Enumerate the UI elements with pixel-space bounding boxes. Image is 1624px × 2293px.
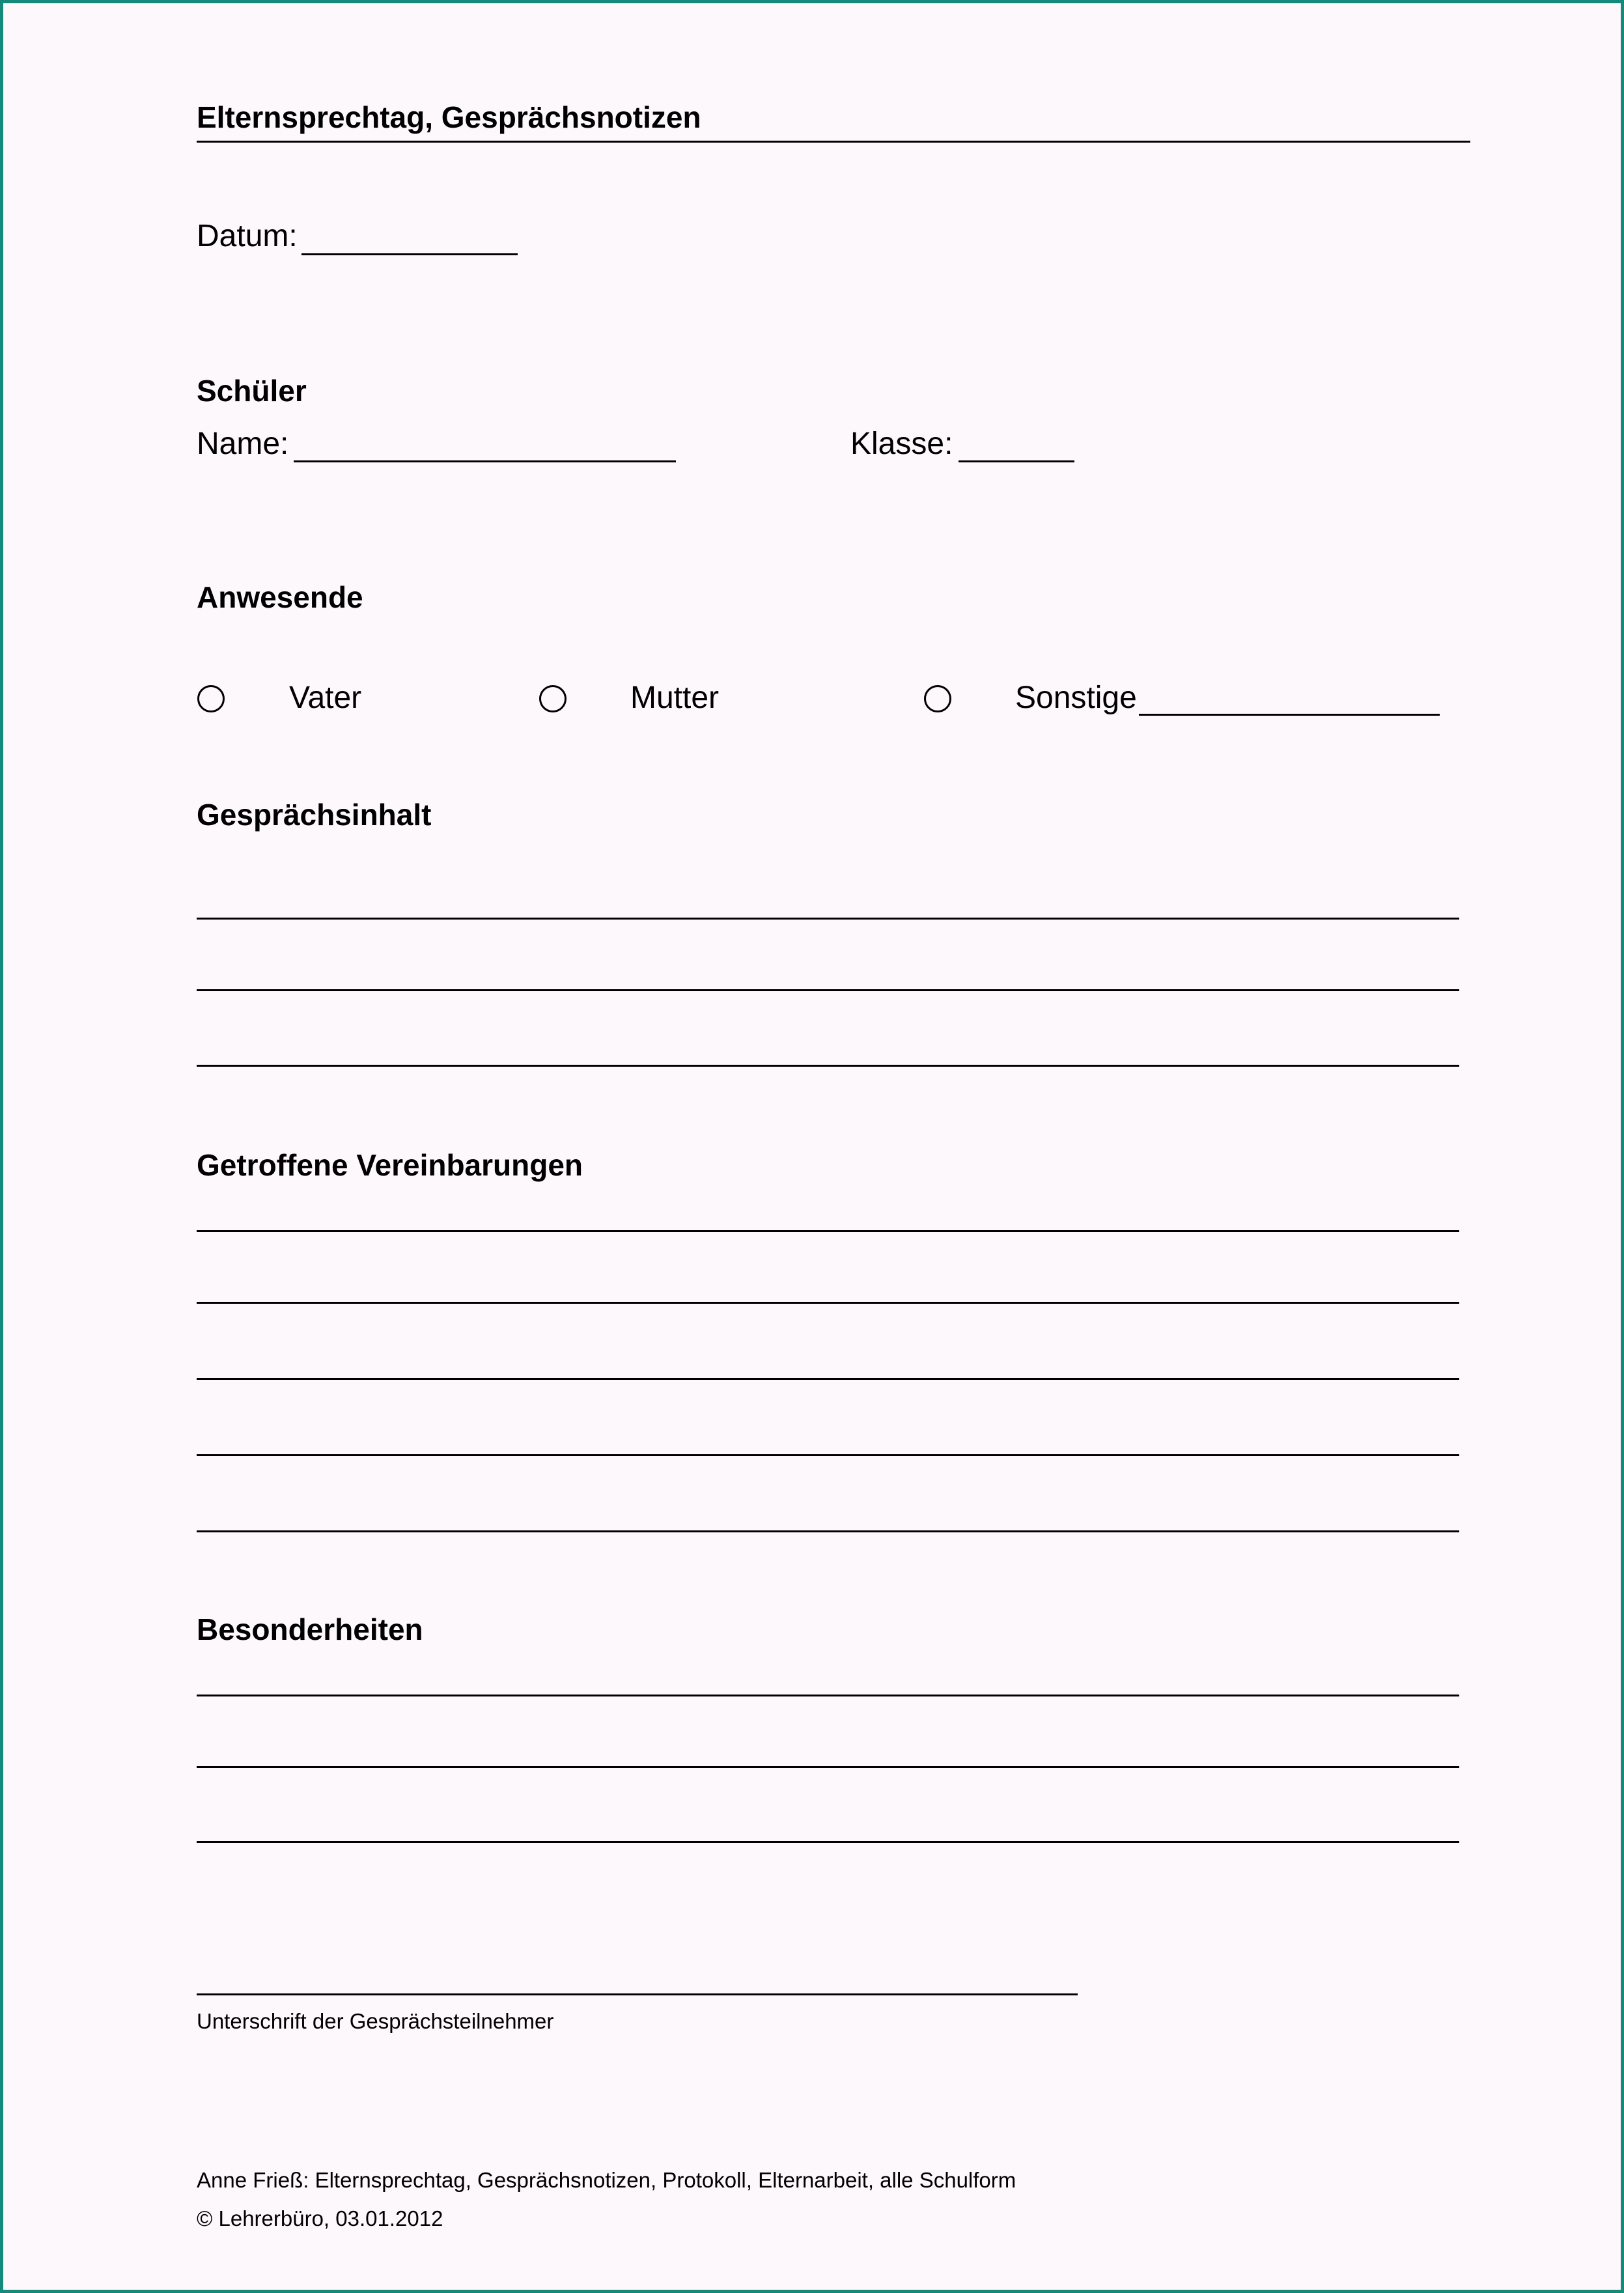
- date-label: Datum:: [197, 219, 298, 253]
- writing-line[interactable]: [197, 1766, 1459, 1768]
- class-field[interactable]: [959, 460, 1074, 462]
- name-label: Name:: [197, 427, 289, 461]
- option-label-sonstige: Sonstige: [1015, 681, 1137, 715]
- writing-line[interactable]: [197, 1695, 1459, 1696]
- document-title: Elternsprechtag, Gesprächsnotizen: [197, 100, 701, 134]
- radio-mutter[interactable]: [539, 685, 567, 712]
- footer-line-1: Anne Frieß: Elternsprechtag, Gesprächsnotizen, Protokoll, Elternarbeit, alle Schulform: [197, 2168, 1016, 2192]
- section-heading-besonderheiten: Besonderheiten: [197, 1612, 423, 1646]
- signature-label: Unterschrift der Gesprächsteilnehmer: [197, 2009, 554, 2033]
- student-heading: Schüler: [197, 374, 307, 408]
- option-label-vater: Vater: [289, 681, 362, 715]
- writing-line[interactable]: [197, 989, 1459, 991]
- writing-line[interactable]: [197, 1230, 1459, 1232]
- sonstige-field[interactable]: [1139, 714, 1440, 716]
- writing-line[interactable]: [197, 1302, 1459, 1304]
- name-field[interactable]: [294, 460, 676, 462]
- class-label: Klasse:: [850, 427, 953, 461]
- writing-line[interactable]: [197, 1378, 1459, 1380]
- radio-sonstige[interactable]: [924, 685, 951, 712]
- writing-line[interactable]: [197, 1454, 1459, 1456]
- writing-line[interactable]: [197, 918, 1459, 920]
- section-heading-gespraechsinhalt: Gesprächsinhalt: [197, 798, 432, 832]
- writing-line[interactable]: [197, 1065, 1459, 1067]
- attendees-heading: Anwesende: [197, 580, 363, 614]
- footer-line-2: © Lehrerbüro, 03.01.2012: [197, 2206, 443, 2230]
- signature-line[interactable]: [197, 1993, 1078, 1995]
- radio-vater[interactable]: [197, 685, 225, 712]
- title-rule: [197, 141, 1470, 143]
- date-field[interactable]: [301, 253, 518, 255]
- writing-line[interactable]: [197, 1530, 1459, 1532]
- section-heading-vereinbarungen: Getroffene Vereinbarungen: [197, 1148, 583, 1182]
- option-label-mutter: Mutter: [630, 681, 720, 715]
- writing-line[interactable]: [197, 1841, 1459, 1843]
